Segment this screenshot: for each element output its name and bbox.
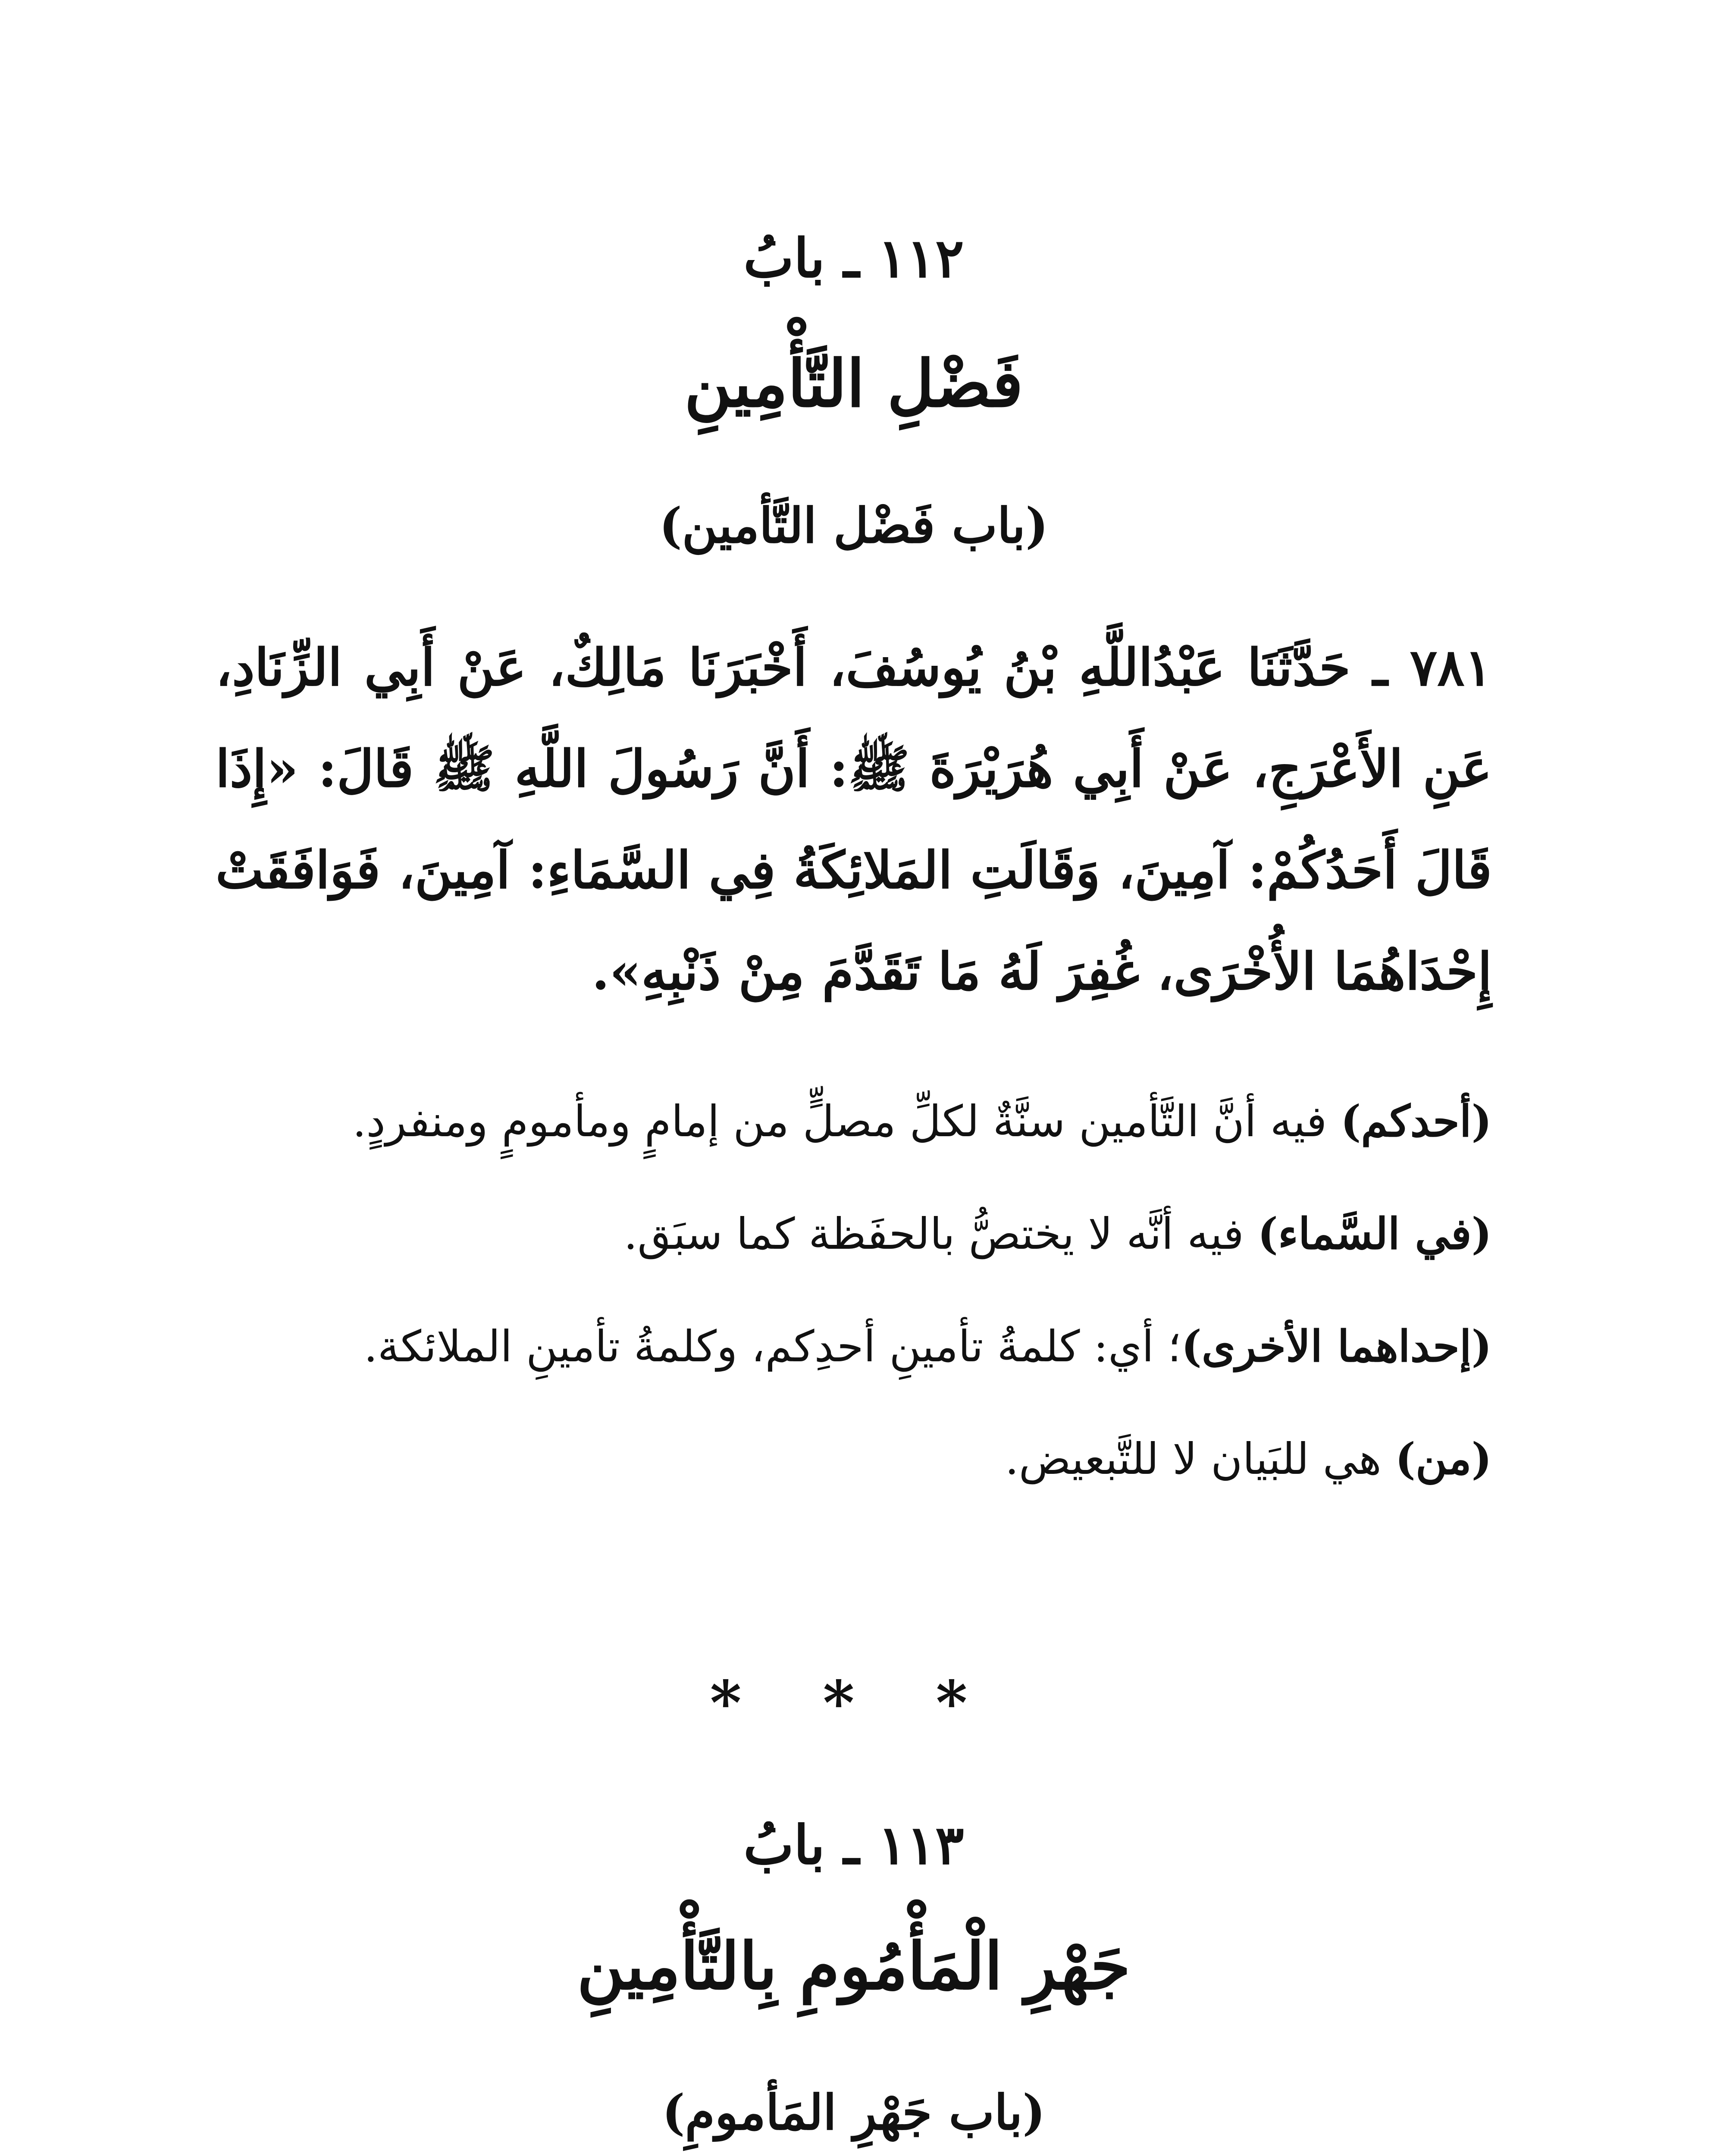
commentary-note xyxy=(216,1191,1492,1277)
chapter-number: ١١٣ ـ بابُ xyxy=(743,1814,964,1877)
note-lemma: (في السَّماء) xyxy=(1257,1208,1492,1259)
commentary-note xyxy=(216,1416,1492,1502)
section-separator: * * * xyxy=(710,1668,998,1739)
note-text: هي للبَيان لا للتَّبعيض. xyxy=(1005,1434,1395,1484)
note-lemma: (من) xyxy=(1395,1433,1492,1484)
chapter-title: جَهْرِ الْمَأْمُومِ بِالتَّأْمِينِ xyxy=(577,1928,1131,2004)
note-text: فيه أنَّ التَّأمين سنَّةٌ لكلِّ مصلٍّ من إمامٍ ومأمومٍ ومنفردٍ. xyxy=(352,1096,1341,1147)
chapter-subtitle: (باب فَضْل التَّأمين) xyxy=(659,498,1049,554)
note-lemma: (إحداهما الأخرى) xyxy=(1181,1321,1492,1372)
note-text: فيه أنَّه لا يختصُّ بالحفَظة كما سبَق. xyxy=(623,1209,1258,1259)
note-text: ؛ أي: كلمةُ تأمينِ أحدِكم، وكلمةُ تأمينِ الملائكة. xyxy=(363,1321,1181,1372)
chapter-title: فَضْلِ التَّأْمِينِ xyxy=(684,346,1023,422)
commentary-note xyxy=(216,1303,1492,1390)
commentary-note xyxy=(216,1078,1492,1165)
note-lemma: (أحدكم) xyxy=(1341,1096,1492,1147)
hadith-text: ٧٨١ ـ حَدَّثَنَا عَبْدُاللَّهِ بْنُ يُوسُفَ، أَخْبَرَنَا مَالِكٌ، عَنْ أَبِي الزِّنَادِ، عَنِ الأَعْرَجِ، عَنْ أَبِي هُرَيْرَةَ ﷺ: أَنَّ رَسُولَ اللَّهِ ﷺ قَالَ: «إِذَا قَالَ أَحَدُكُمْ: آمِينَ، وَقَالَتِ المَلائِكَةُ فِي السَّمَاءِ: آمِينَ، فَوَافَقَتْ إِحْدَاهُمَا الأُخْرَى، غُفِرَ لَهُ مَا تَقَدَّمَ مِنْ ذَنْبِهِ». xyxy=(216,637,1492,1001)
commentary xyxy=(216,1078,1492,1528)
chapter-subtitle: (باب جَهْرِ المَأمومِ) xyxy=(662,2084,1046,2141)
chapter-number: ١١٢ ـ بابُ xyxy=(743,227,964,290)
